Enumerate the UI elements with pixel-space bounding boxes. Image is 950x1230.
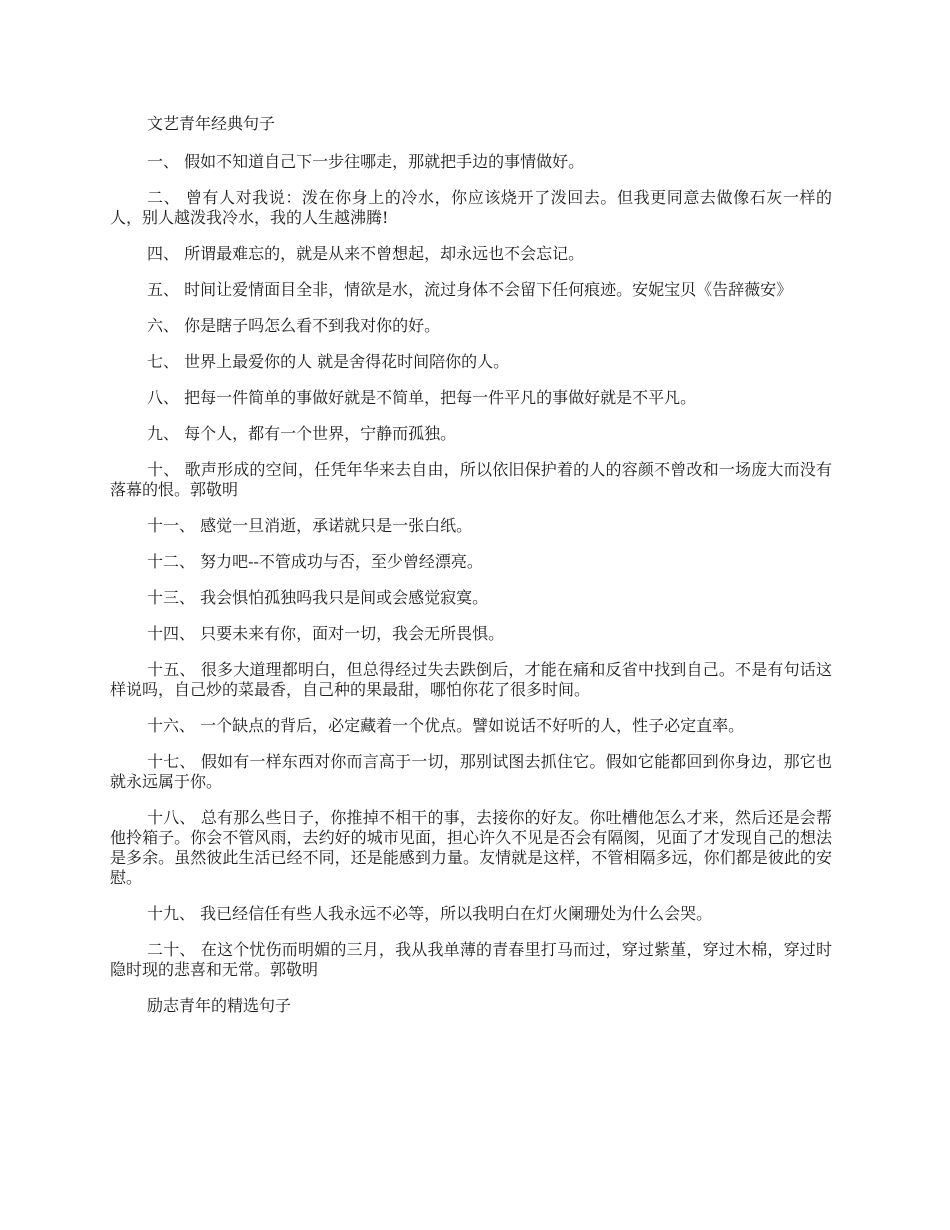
sentence-paragraph: 十八、 总有那么些日子，你推掉不相干的事，去接你的好友。你吐槽他怎么才来，然后还是会帮他拎箱子。你会不管风雨，去约好的城市见面，担心许久不见是否会有隔阂，见面了才发现自己的想法是多余。虽然彼此生活已经不同，还是能感到力量。友情就是这样，不管相隔多远，你们都是彼此的安慰。	[110, 808, 832, 887]
sentence-paragraph: 九、 每个人，都有一个世界，宁静而孤独。	[147, 424, 457, 443]
sentence-paragraph: 十六、 一个缺点的背后，必定藏着一个优点。譬如说话不好听的人，性子必定直率。	[147, 716, 745, 735]
sentence-paragraph: 十、 歌声形成的空间，任凭年华来去自由，所以依旧保护着的人的容颜不曾改和一场庞大而没有落幕的恨。郭敬明	[110, 460, 832, 499]
sentence-paragraph: 十七、 假如有一样东西对你而言高于一切，那别试图去抓住它。假如它能都回到你身边，那它也就永远属于你。	[110, 752, 832, 791]
sentence-paragraph: 十五、 很多大道理都明白，但总得经过失去跌倒后，才能在痛和反省中找到自己。不是有句话这样说吗，自己炒的菜最香，自己种的果最甜，哪怕你花了很多时间。	[110, 660, 832, 699]
sentence-paragraph: 十三、 我会惧怕孤独吗我只是间或会感觉寂寞。	[147, 588, 489, 607]
sentence-paragraph: 六、 你是瞎子吗怎么看不到我对你的好。	[147, 316, 441, 335]
sentence-paragraph: 十一、 感觉一旦消逝，承诺就只是一张白纸。	[147, 516, 473, 535]
sentence-paragraph: 四、 所谓最难忘的，就是从来不曾想起，却永远也不会忘记。	[147, 244, 585, 263]
sentence-paragraph: 二、 曾有人对我说：泼在你身上的冷水，你应该烧开了泼回去。但我更同意去做像石灰一样的人，别人越泼我冷水，我的人生越沸腾!	[110, 188, 832, 227]
sentence-paragraph: 八、 把每一件简单的事做好就是不简单，把每一件平凡的事做好就是不平凡。	[147, 388, 697, 407]
sentence-paragraph: 一、 假如不知道自己下一步往哪走，那就把手边的事情做好。	[147, 152, 585, 171]
sentence-paragraph: 五、 时间让爱情面目全非，情欲是水，流过身体不会留下任何痕迹。安妮宝贝《告辞薇安》	[147, 280, 793, 299]
document-body	[110, 114, 832, 1032]
section-heading: 励志青年的精选句子	[147, 996, 292, 1015]
document-title: 文艺青年经典句子	[147, 114, 276, 133]
sentence-paragraph: 二十、 在这个忧伤而明媚的三月，我从我单薄的青春里打马而过，穿过紫堇，穿过木棉，穿过时隐时现的悲喜和无常。郭敬明	[110, 940, 832, 979]
sentence-paragraph: 十九、 我已经信任有些人我永远不必等，所以我明白在灯火阑珊处为什么会哭。	[147, 904, 713, 923]
sentence-paragraph: 十四、 只要未来有你，面对一切，我会无所畏惧。	[147, 624, 505, 643]
sentence-paragraph: 十二、 努力吧--不管成功与否，至少曾经漂亮。	[147, 552, 483, 571]
sentence-paragraph: 七、 世界上最爱你的人 就是舍得花时间陪你的人。	[147, 352, 510, 371]
